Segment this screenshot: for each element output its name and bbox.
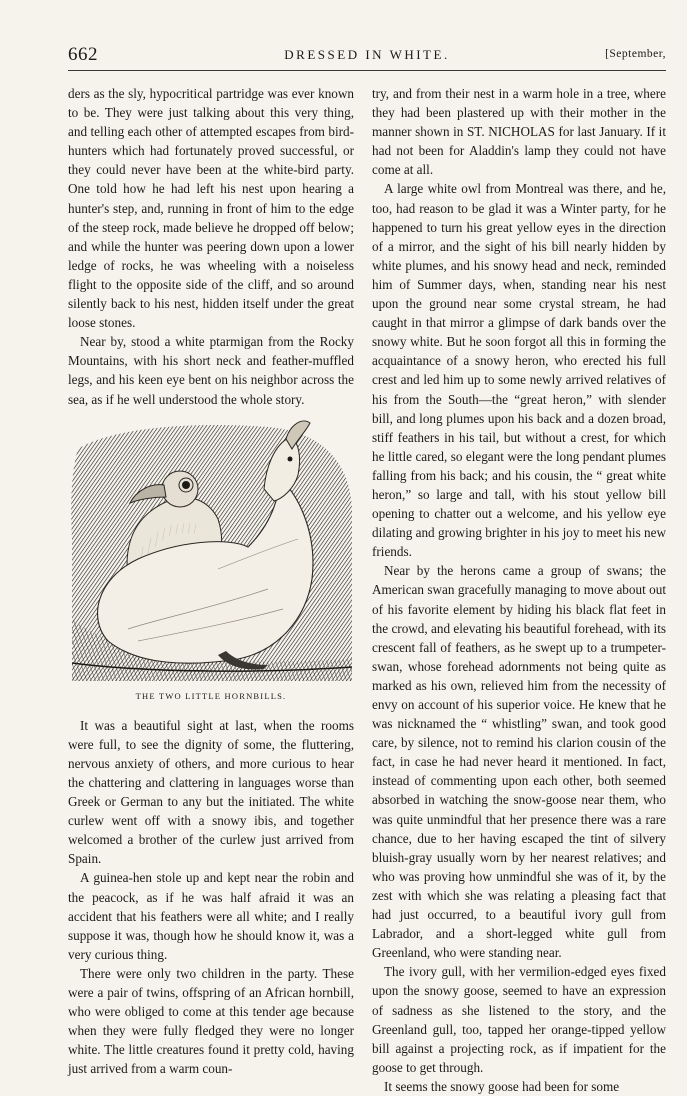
issue-month: [September,: [605, 48, 666, 60]
page-number: 662: [68, 44, 98, 65]
paragraph: Near by, stood a white ptarmigan from the Rocky Mountains, with his short neck and feather-muffled legs, and his keen eye bent on his neighbor across the sea, as if he well understood the whole story.: [68, 334, 354, 407]
paragraph: It was a beautiful sight at last, when the rooms were full, to see the dignity of some, the fluttering, nervous anxiety of others, and more curious to hear the chattering and clattering in languages worse than Greek or German to any but the initiated. The white curlew went off with a snowy ibis, and together welcomed a brother of the curlew just arrived from Spain.: [68, 717, 354, 867]
paragraph: The ivory gull, with her vermilion-edged eyes fixed upon the snowy goose, seemed to have an expression of sadness as she listened to the story, and the Greenland gull, too, tapped her orange-tipped yellow bill against a projecting rock, as if impatient for the goose to get through.: [372, 964, 666, 1075]
page-header: [68, 44, 666, 68]
paragraph: try, and from their nest in a warm hole in a tree, where they had been plastered up with their mother in the manner shown in ST. NICHOLAS for last January. If it had not been for Aladdin's lamp they could not have come at all.: [372, 86, 666, 178]
header-rule: [68, 70, 666, 71]
hornbills-engraving: [68, 419, 354, 681]
paragraph: A large white owl from Montreal was there, and he, too, had reason to be glad it was a Winter party, for he happened to turn his great yellow eyes in the direction of a mirror, and the sight of his bill nearly hidden by white plumes, and his snowy head and neck, reminded him of Summer days, when, standing near his nest upon the ground near some crystal stream, he had caught in that mirror a glimpse of dark bands over the snowy white. But he soon forgot all this in forming the acquaintance of a snowy heron, who erected his full crest and led him up to some newly arrived relatives of his from the South—the “great heron,” with slender bill, and long plumes upon his back and a dozen broad, stiff feathers in his tail, but without a crest, for which he little cared, so elegant were the long pendant plumes falling from his back; and his cousin, the “ great white heron,” so large and tall, with his stout yellow bill opening to chatter out a welcome, and his yellow eye dilating and growing brighter in his joy to meet his new friends.: [372, 181, 666, 560]
left-column: [68, 84, 354, 1078]
paragraph: A guinea-hen stole up and kept near the robin and the peacock, as if he was half afraid it was an accident that his feathers were all white; and I really suppose it was, though how he should know it, was a very curious thing.: [68, 870, 354, 962]
paragraph: ders as the sly, hypocritical partridge was ever known to be. They were just talking about this very thing, and telling each other of attempted escapes from bird-hunters which had fortunately proved successful, or they could never have been at the white-bird party. One told how he had left his nest upon hearing a hunter's step, and, running in front of him to the edge of the steep rock, made believe he dropped off below; and while the hunter was peering down upon a lower ledge of rocks, he was wheeling with a noiseless flight to the opposite side of the cliff, and so around silently back to his nest, hidden itself under the great loose stones.: [68, 86, 354, 331]
running-title: DRESSED IN WHITE.: [284, 47, 450, 62]
paragraph: There were only two children in the party. These were a pair of twins, offspring of an African hornbill, who were obliged to come at this tender age because when they were fully fledged they were no longer white. The little creatures found it pretty cold, having just arrived from a warm coun-: [68, 965, 354, 1077]
paragraph: Near by the herons came a group of swans; the American swan gracefully managing to move about out of his favorite element by hiding his black flat feet in the crowd, and elevating his beautiful forehead, with its crescent fall of feathers, as he swept up to a trumpeter-swan, whose forehead adornments not being quite as marked as his own, relieved him from the necessity of envy on account of his superior voice. He knew that he was nicknamed the “ whistling” swan, and took good care, by silence, not to remind his clarion cousin of the fact, in case he had never heard it mentioned. In fact, instead of commenting upon each other, both seemed absorbed in watching the snow-goose near them, who was quite unmindful that her presence there was a rare chance, due to her having escaped the tint of silvery bluish-gray usually worn by her nearest relatives; and who was proving how unmindful she was of it, by the zest with which she was relating a pleasing fact that had just occurred, to a beautiful ivory gull from Labrador, and a short-legged white gull from Greenland, who were standing near.: [372, 563, 666, 961]
figure: [68, 419, 354, 706]
right-column: [372, 84, 666, 1096]
paragraph: It seems the snowy goose had been for some: [384, 1078, 620, 1094]
figure-caption: THE TWO LITTLE HORNBILLS.: [135, 690, 287, 701]
